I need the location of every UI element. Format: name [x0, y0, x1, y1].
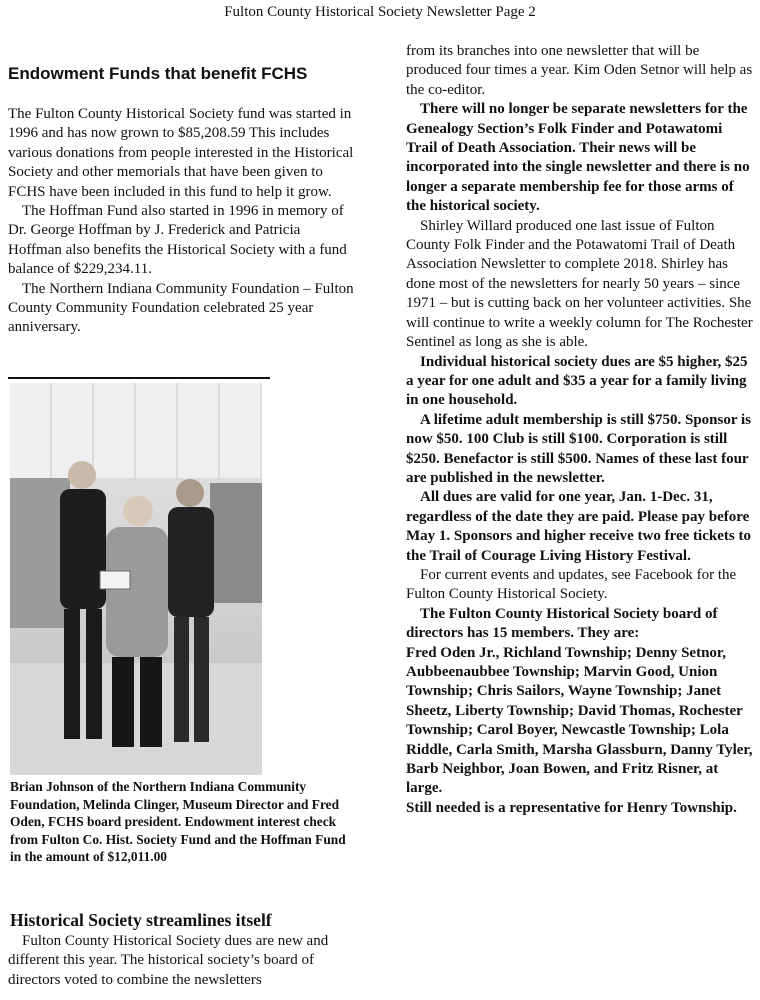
endowment-headline: Endowment Funds that benefit FCHS: [8, 64, 308, 83]
left-column: [8, 64, 356, 338]
right-paragraph-2: There will no longer be separate newsletters for the Genealogy Section’s Folk Finder and Potawatomi Trail of Death Association. Their news will be incorporated into the single newsletter and there is no longer a separate membership fee for those arms of the historical society.: [406, 101, 750, 215]
right-paragraph-1: from its branches into one newsletter that will be produced four times a year. Kim Oden Setnor will help as the co-editor.: [406, 43, 753, 98]
streamlines-headline: Historical Society streamlines itself: [10, 910, 272, 930]
endowment-paragraph-1: The Fulton County Historical Society fund was started in 1996 and has now grown to $85,208.59 This includes various donations from people interested in the Historical Society and other memorials that have been given to FCHS have been included in this fund to help it grow.: [8, 106, 354, 200]
right-paragraph-8: The Fulton County Historical Society board of directors has 15 members. They are:: [406, 605, 718, 642]
person-center: [100, 496, 168, 747]
endowment-paragraph-3: The Northern Indiana Community Foundation – Fulton County Community Foundation celebrated 25 year anniversary.: [8, 280, 354, 336]
photo-people: [10, 383, 262, 775]
photo-caption: Brian Johnson of the Northern Indiana Community Foundation, Melinda Clinger, Museum Director and Fred Oden, FCHS board president. Endowment interest check from Fulton Co. Hist. Society Fund and the Hoffman Fund in the amount of $12,011.00: [10, 779, 346, 865]
streamlines-paragraph: Fulton County Historical Society dues are new and different this year. The historical society’s board of directors voted to combine the newsletters: [8, 933, 329, 988]
right-paragraph-10: Still needed is a representative for Henry Township.: [406, 799, 737, 816]
right-paragraph-6: All dues are valid for one year, Jan. 1-Dec. 31, regardless of the date they are paid. Please pay before May 1. Sponsors and higher receive two free tickets to the Trail of Courage Living History Festival.: [406, 489, 751, 564]
endowment-paragraph-2: The Hoffman Fund also started in 1996 in memory of Dr. George Hoffman by J. Frederick and Patricia Hoffman also benefits the Historical Society with a fund balance of $229,234.11.: [8, 203, 347, 278]
page-header: Fulton County Historical Society Newsletter Page 2: [224, 4, 536, 20]
check-presentation-photo: [10, 383, 262, 775]
right-paragraph-9: Fred Oden Jr., Richland Township; Denny Setnor, Aubbeenaubbee Township; Marvin Good, Union Township; Chris Sailors, Wayne Township; Janet Sheetz, Liberty Township; David Thomas, Rochester Township; Carol Boyer, Newcastle Township; Lola Riddle, Carla Smith, Marsha Glassburn, Danny Tyler, Barb Neighbor, Joan Bowen, and Fritz Risner, at large.: [406, 644, 753, 797]
right-paragraph-5: A lifetime adult membership is still $750. Sponsor is now $50. 100 Club is still $100. Corporation is still $250. Benefactor is still $500. Names of these last four are published in the newsletter.: [406, 411, 751, 486]
person-right: [168, 479, 214, 742]
right-column: [406, 42, 756, 818]
right-paragraph-3: Shirley Willard produced one last issue of Fulton County Folk Finder and the Potawatomi Trail of Death Association Newsletter to complete 2018. Shirley has done most of the newsletters for nearly 50 years – since 1971 – but is cutting back on her volunteer activities. She will continue to write a weekly column for The Rochester Sentinel as long as she is able.: [406, 217, 753, 351]
person-left: [60, 461, 106, 739]
streamlines-column: [8, 932, 358, 990]
right-paragraph-7: For current events and updates, see Facebook for the Fulton County Historical Society.: [406, 566, 737, 603]
section-divider: [8, 377, 270, 379]
right-paragraph-4: Individual historical society dues are $5 higher, $25 a year for one adult and $35 a year for a family living in one household.: [406, 353, 748, 409]
